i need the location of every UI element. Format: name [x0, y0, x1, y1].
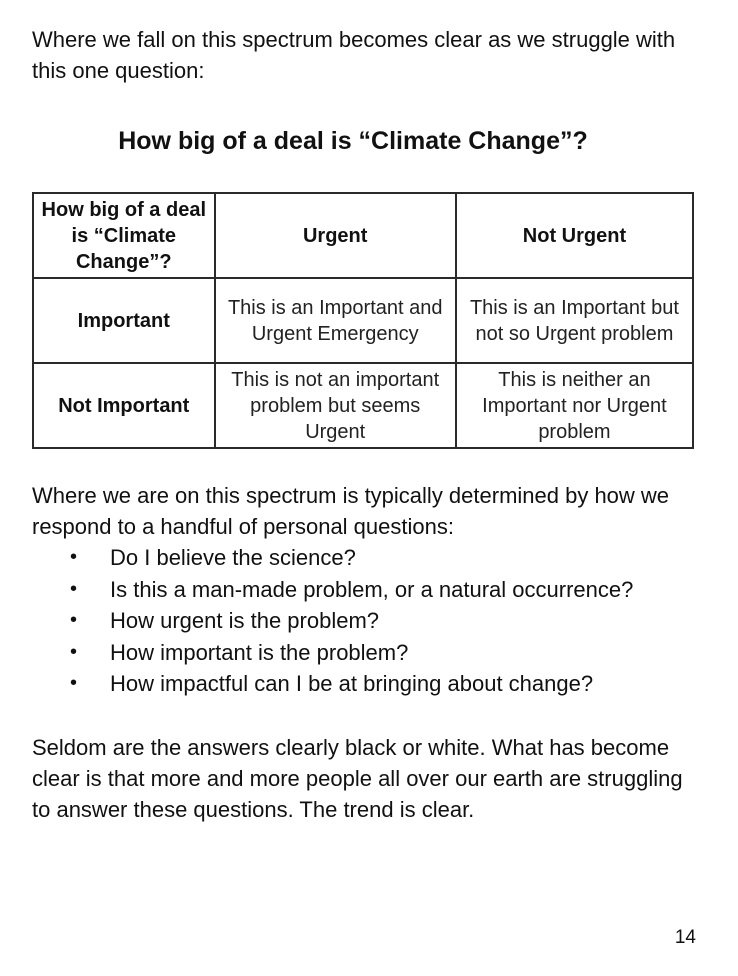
questions-list — [0, 542, 706, 700]
list-item — [0, 605, 706, 637]
urgency-importance-matrix — [32, 192, 694, 449]
list-item — [0, 637, 706, 669]
bullet-icon: • — [70, 577, 78, 600]
matrix-cell-not-important-urgent: This is not an important problem but seems Urgent — [215, 363, 456, 448]
spectrum-paragraph: Where we are on this spectrum is typically determined by how we respond to a handful of personal questions: — [32, 483, 670, 539]
matrix-row-important — [33, 278, 693, 363]
matrix-cell-important-urgent: This is an Important and Urgent Emergency — [215, 278, 456, 363]
question-text: Is this a man-made problem, or a natural occurrence? — [110, 576, 634, 602]
matrix-corner-cell: How big of a deal is “Climate Change”? — [33, 193, 215, 278]
matrix-col-urgent: Urgent — [215, 193, 456, 278]
closing-paragraph: Seldom are the answers clearly black or white. What has become clear is that more and more people all over our earth are struggling to answer these questions. The trend is clear. — [32, 735, 683, 822]
question-text: How urgent is the problem? — [110, 608, 380, 633]
page-number: 14 — [674, 927, 696, 948]
list-item — [0, 542, 706, 574]
intro-paragraph: Where we fall on this spectrum becomes clear as we struggle with this one question: — [32, 27, 676, 83]
bullet-icon: • — [70, 546, 78, 568]
matrix-cell-important-not-urgent: This is an Important but not so Urgent problem — [456, 278, 693, 363]
bullet-icon: • — [70, 672, 78, 694]
question-text: Do I believe the science? — [110, 545, 356, 570]
bullet-icon: • — [70, 640, 78, 663]
bullet-icon: • — [70, 609, 78, 631]
question-text: How impactful can I be at bringing about change? — [110, 671, 594, 696]
matrix-col-not-urgent: Not Urgent — [456, 193, 693, 278]
question-text: How important is the problem? — [110, 639, 409, 665]
list-item — [0, 574, 706, 606]
matrix-row-label-important: Important — [33, 278, 215, 363]
matrix-cell-not-important-not-urgent: This is neither an Important nor Urgent problem — [456, 363, 693, 448]
matrix-header-row — [33, 193, 693, 278]
list-item — [0, 668, 706, 700]
matrix-row-label-not-important: Not Important — [33, 363, 215, 448]
page-heading: How big of a deal is “Climate Change”? — [118, 127, 588, 155]
matrix-row-not-important — [33, 363, 693, 448]
